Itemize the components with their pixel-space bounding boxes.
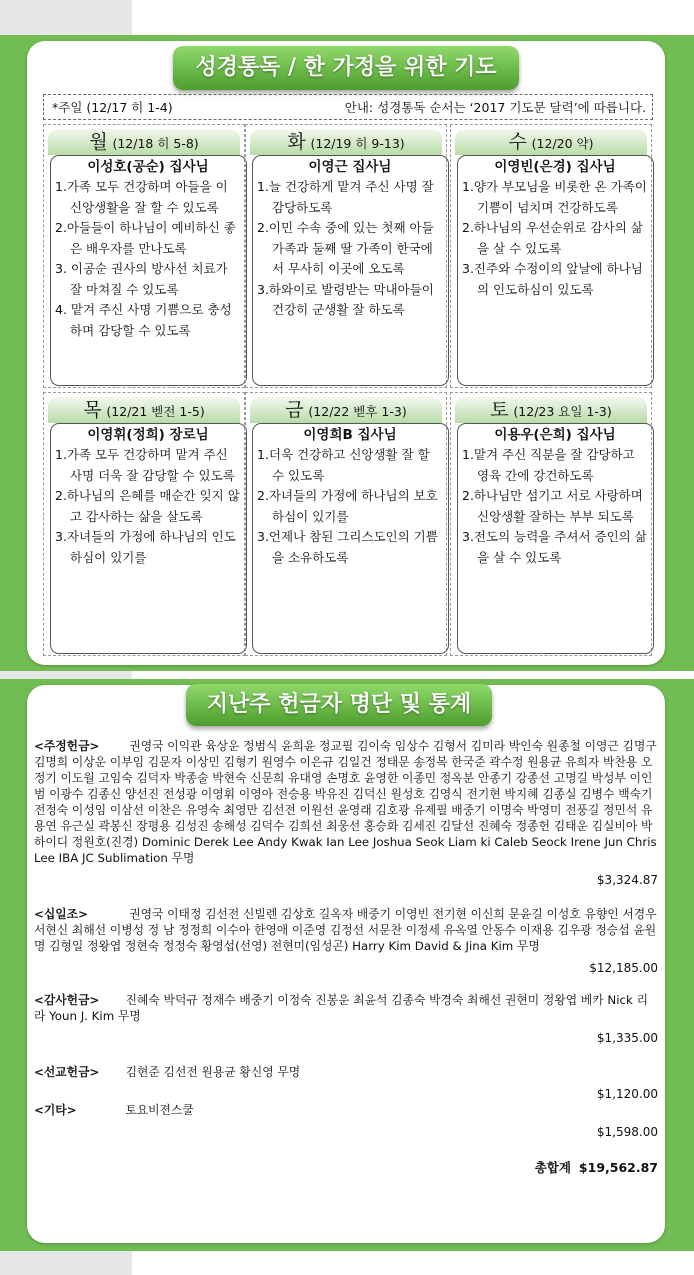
day-name: 수 bbox=[508, 131, 527, 153]
prayer-item: 1.양가 부모님을 비롯한 온 가족이 기쁨이 넘치며 건강하도록 bbox=[462, 179, 647, 215]
day-name: 월 bbox=[89, 131, 108, 153]
offering-amount: $3,324.87 bbox=[596, 873, 658, 887]
day-reading: (12/20 약) bbox=[531, 136, 594, 151]
prayer-items bbox=[462, 177, 648, 300]
prayer-item: 3.진주와 수정이의 앞날에 하나님의 인도하심이 있도록 bbox=[462, 261, 643, 297]
offering-amount: $1,120.00 bbox=[596, 1087, 658, 1101]
prayer-items bbox=[462, 445, 648, 568]
reading-info-bar bbox=[43, 94, 653, 120]
offering-amount: $1,598.00 bbox=[596, 1125, 658, 1139]
offering-names bbox=[34, 992, 658, 1024]
offering-names-text: 토요비젼스쿨 bbox=[125, 1103, 194, 1117]
prayer-box bbox=[457, 423, 654, 654]
prayer-item: 3.자녀들의 가정에 하나님의 인도하심이 있기를 bbox=[55, 529, 236, 565]
offering-names-text: 권영국 이익관 육상운 정범식 윤희윤 정교필 김이숙 임상수 김형서 김미라 박인숙 원종철 이영근 김명구 김명희 이상운 이부임 김문자 이상민 김형기 원영수 이은규 김일건 정태문 송정복 한국준 곽수정 원용균 유희자 박찬용 오정기 이도월 고임숙 김덕자 박종술 박현숙 신문희 유대영 손명호 윤영한 이종민 정옥분 안종기 강종선 고명길 박성부 이인범 이광수 김종신 양선진 전성광 이영휘 이영아 전승용 박유진 김덕신 원성호 김영식 전기현 박지혜 김종실 김병수 백숙기 전정숙 이성임 이삼선 이찬은 유영숙 최영만 김선전 이원선 윤영래 김호광 유제필 배중기 이명숙 박영미 전풍길 정민석 유용연 유근실 곽봉신 장평용 김성진 송해성 김덕수 김희선 최웅선 홍승화 김세진 김달선 진혜숙 정종헌 김태운 김실비아 박하이디 정원호(진경) Dominic Derek Lee Andy Kwak Ian Lee Joshua Seok Liam ki Caleb Seock Irene Jun Chris Lee IBA JC Sublimation 무명 bbox=[34, 739, 657, 865]
prayer-item: 2.하나님만 섬기고 서로 사랑하며 신앙생활 잘하는 부부 되도록 bbox=[462, 488, 643, 524]
offering-names bbox=[34, 738, 658, 866]
day-header bbox=[455, 129, 647, 155]
offering-names-text: 진혜숙 박덕규 정재수 배중기 이정숙 진봉운 최윤석 김종숙 박경숙 최해선 권현미 정왕엽 베카 Nick 리라 Youn J. Kim 무명 bbox=[34, 993, 648, 1023]
day-name: 목 bbox=[83, 399, 102, 421]
sunday-reading: *주일 (12/17 히 1-4) bbox=[52, 100, 173, 115]
day-cell bbox=[450, 124, 652, 388]
offering-names bbox=[34, 1064, 658, 1080]
total-amount: $19,562.87 bbox=[578, 1160, 658, 1175]
prayer-box bbox=[252, 423, 449, 654]
family-name: 이영휘(정희) 장로님 bbox=[87, 427, 209, 443]
prayer-items bbox=[55, 445, 241, 568]
prayer-item: 4. 맡겨 주신 사명 기쁨으로 충성하며 감당할 수 있도록 bbox=[55, 302, 232, 338]
day-header bbox=[48, 129, 240, 155]
day-header bbox=[250, 397, 442, 423]
offering-label: <선교헌금> bbox=[34, 1065, 100, 1079]
day-reading: (12/23 요일 1-3) bbox=[513, 404, 612, 419]
day-cell bbox=[43, 392, 245, 656]
day-cell bbox=[245, 392, 447, 656]
offering-names bbox=[34, 1102, 658, 1118]
prayer-item: 3.하와이로 발령받는 막내아들이 건강히 군생활 잘 하도록 bbox=[257, 281, 434, 317]
prayer-box bbox=[50, 423, 247, 654]
prayer-item: 1.더욱 건강하고 신앙생활 잘 할 수 있도록 bbox=[257, 447, 430, 483]
prayer-items bbox=[257, 177, 443, 321]
prayer-box bbox=[50, 155, 247, 386]
offering-label: <주정헌금> bbox=[34, 739, 100, 753]
prayer-items bbox=[257, 445, 443, 568]
family-name: 이성호(공순) 집사님 bbox=[87, 159, 209, 175]
day-cell bbox=[245, 124, 447, 388]
prayer-item: 3.전도의 능력을 주셔서 증인의 삶을 살 수 있도록 bbox=[462, 529, 647, 565]
day-reading: (12/22 벧후 1-3) bbox=[308, 404, 407, 419]
prayer-item: 3. 이공순 권사의 방사선 치료가 잘 마쳐질 수 있도록 bbox=[55, 261, 228, 297]
offering-group-other bbox=[34, 1102, 658, 1140]
offering-names-text: 김현준 김선전 원용균 황신영 무명 bbox=[125, 1065, 301, 1079]
offering-label: <기타> bbox=[34, 1103, 77, 1117]
offering-amount: $1,335.00 bbox=[596, 1031, 658, 1045]
family-name: 이영빈(은경) 집사님 bbox=[494, 159, 616, 175]
total-label: 총합계 bbox=[534, 1160, 571, 1175]
family-name: 이영희B 집사님 bbox=[303, 427, 397, 443]
offering-label: <십일조> bbox=[34, 907, 88, 921]
prayer-item: 1.맡겨 주신 직분을 잘 감당하고 영육 간에 강건하도록 bbox=[462, 447, 635, 483]
offering-group-tithe bbox=[34, 906, 658, 976]
day-reading: (12/18 히 5-8) bbox=[112, 136, 199, 151]
day-name: 토 bbox=[490, 399, 509, 421]
day-cell bbox=[43, 124, 245, 388]
prayer-item: 3.언제나 참된 그리스도인의 기쁨을 소유하도록 bbox=[257, 529, 438, 565]
offering-group-thanks bbox=[34, 992, 658, 1046]
offering-label: <감사헌금> bbox=[34, 993, 100, 1007]
offering-list bbox=[34, 738, 658, 1176]
day-reading: (12/21 벧전 1-5) bbox=[106, 404, 205, 419]
prayer-item: 1.가족 모두 건강하며 맡겨 주신 사명 더욱 잘 감당할 수 있도록 bbox=[55, 447, 235, 483]
day-cell bbox=[450, 392, 652, 656]
prayer-box bbox=[252, 155, 449, 386]
offering-names bbox=[34, 906, 658, 954]
offering-amount: $12,185.00 bbox=[589, 961, 658, 975]
prayer-item: 1.가족 모두 건강하며 아들을 이 신앙생활을 잘 할 수 있도록 bbox=[55, 179, 228, 215]
day-header bbox=[48, 397, 240, 423]
prayer-item: 2.자녀들의 가정에 하나님의 보호하심이 있기를 bbox=[257, 488, 438, 524]
offering-group-tithe-weekly bbox=[34, 738, 658, 888]
prayer-item: 1.늘 건강하게 맡겨 주신 사명 잘 감당하도록 bbox=[257, 179, 434, 215]
section2-title: 지난주 헌금자 명단 및 통계 bbox=[186, 684, 492, 726]
offering-names-text: 권영국 이태정 김선전 신빌렌 김상호 길옥자 배중기 이영빈 전기현 이신희 문윤길 이성호 유향인 서경우 서현신 최해선 이병성 정 남 정정희 이수아 한영애 이준영 김정선 서문찬 이정세 유옥열 안동수 이재용 김우광 정승섭 윤원명 김형일 정왕엽 정현숙 정정숙 황영섭(선영) 전현미(임성곤) Harry Kim David & Jina Kim 무명 bbox=[34, 907, 657, 953]
family-name: 이용우(은희) 집사님 bbox=[494, 427, 616, 443]
day-header bbox=[250, 129, 442, 155]
prayer-item: 2.아들들이 하나님이 예비하신 좋은 배우자를 만나도록 bbox=[55, 220, 236, 256]
prayer-item: 2.하나님의 우선순위로 감사의 삶을 살 수 있도록 bbox=[462, 220, 643, 256]
day-reading: (12/19 히 9-13) bbox=[310, 136, 405, 151]
prayer-box bbox=[457, 155, 654, 386]
offering-group-mission bbox=[34, 1064, 658, 1102]
day-name: 금 bbox=[285, 399, 304, 421]
day-name: 화 bbox=[287, 131, 306, 153]
prayer-item: 2.이민 수속 중에 있는 첫째 아들가족과 둘째 딸 가족이 한국에서 무사히 이곳에 오도록 bbox=[257, 220, 434, 276]
prayer-item: 2.하나님의 은혜를 매순간 잊지 않고 감사하는 삶을 살도록 bbox=[55, 488, 240, 524]
prayer-items bbox=[55, 177, 241, 341]
day-header bbox=[455, 397, 647, 423]
reading-notice: 안내: 성경통독 순서는 ‘2017 기도문 달력’에 따릅니다. bbox=[344, 100, 646, 115]
offering-total bbox=[34, 1160, 658, 1176]
section1-title: 성경통독 / 한 가정을 위한 기도 bbox=[173, 46, 519, 90]
family-name: 이영근 집사님 bbox=[308, 159, 392, 175]
